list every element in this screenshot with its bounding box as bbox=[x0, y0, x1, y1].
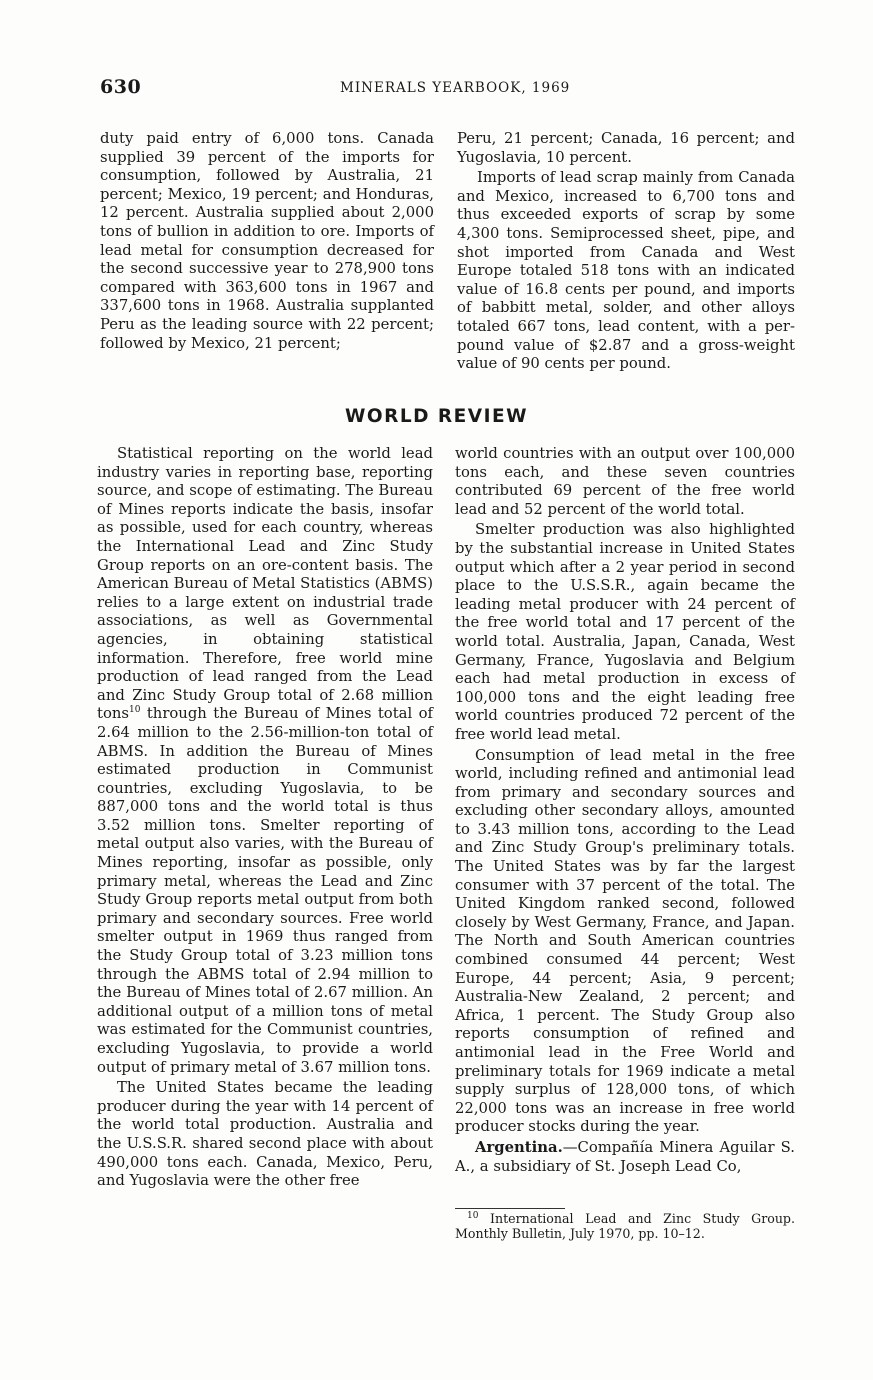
section-title: WORLD REVIEW bbox=[344, 406, 529, 427]
paragraph bbox=[455, 1139, 795, 1176]
paragraph: The United States became the leading producer during the year with 14 percent of the world total production. Australia and the U.S.S.R. shared second place with about 490,000 tons each. Canada, Mexico, Peru, and Yugoslavia were the other free bbox=[97, 1079, 433, 1190]
paragraph: Smelter production was also highlighted by the substantial increase in United States output which after a 2 year period in second place to the U.S.S.R., again became the leading metal producer with 24 percent of the free world total and 17 percent of the world total. Australia, Japan, Canada, West Germany, France, Yugoslavia and Belgium each had metal production in excess of 100,000 tons and the eight leading free world countries produced 72 percent of the free world lead metal. bbox=[455, 521, 795, 743]
running-head: MINERALS YEARBOOK, 1969 bbox=[340, 80, 571, 96]
country-heading: Argentina. bbox=[475, 1138, 563, 1156]
paragraph bbox=[97, 445, 433, 1077]
page-header bbox=[100, 76, 800, 102]
paragraph: Peru, 21 percent; Canada, 16 percent; and Yugoslavia, 10 percent. bbox=[457, 130, 795, 166]
bottom-right-column bbox=[455, 445, 795, 1176]
paragraph: Consumption of lead metal in the free world, including refined and antimonial lead from primary and secondary sources and excluding other secondary alloys, amounted to 3.43 million tons, according to the Lead and Zinc Study Group's preliminary totals. The United States was by far the largest consumer with 37 percent of the total. The United Kingdom ranked second, followed closely by West Germany, France, and Japan. The North and South American countries combined consumed 44 percent; West Europe, 44 percent; Asia, 9 percent; Australia-New Zealand, 2 percent; and Africa, 1 percent. The Study Group also reports consumption of refined and antimonial lead in the Free World and preliminary totals for 1969 indicate a metal supply surplus of 128,000 tons, of which 22,000 tons was an increase in free world producer stocks during the year. bbox=[455, 746, 795, 1136]
bottom-left-column bbox=[97, 445, 433, 1191]
top-left-column bbox=[100, 130, 434, 353]
footnote bbox=[455, 1212, 795, 1241]
paragraph: duty paid entry of 6,000 tons. Canada supplied 39 percent of the imports for consumption, followed by Australia, 21 percent; Mexico, 19 percent; and Honduras, 12 percent. Australia supplied about 2,000 tons of bullion in addition to ore. Imports of lead metal for consumption decreased for the second successive year to 278,900 tons compared with 363,600 tons in 1967 and 337,600 tons in 1968. Australia supplanted Peru as the leading source with 22 percent; followed by Mexico, 21 percent; bbox=[100, 130, 434, 352]
page-number: 630 bbox=[100, 76, 142, 98]
paragraph-text: Statistical reporting on the world lead industry varies in reporting base, reporting source, and scope of estimating. The Bureau of Mines reports indicate the basis, insofar as possible, used for each country, whereas the International Lead and Zinc Study Group reports on an ore-content basis. The American Bureau of Metal Statistics (ABMS) relies to a large extent on industrial trade associations, as well as Governmental agencies, in obtaining statistical information. Therefore, free world mine production of lead ranged from the Lead and Zinc Study Group total of 2.68 million tons bbox=[97, 445, 433, 723]
top-right-column bbox=[457, 130, 795, 374]
footnote-number: 10 bbox=[467, 1210, 479, 1221]
paragraph: world countries with an output over 100,000 tons each, and these seven countries contributed 69 percent of the free world lead and 52 percent of the world total. bbox=[455, 445, 795, 518]
footnote-reference: 10 bbox=[128, 705, 141, 716]
footnote-divider bbox=[455, 1208, 565, 1209]
paragraph-text: —Compañía Minera Aguilar S. A., a subsidiary of St. Joseph Lead Co, bbox=[455, 1138, 795, 1175]
paragraph: Imports of lead scrap mainly from Canada and Mexico, increased to 6,700 tons and thus exceeded exports of scrap by some 4,300 tons. Semiprocessed sheet, pipe, and shot imported from Canada and West Europe totaled 518 tons with an indicated value of 16.8 cents per pound, and imports of babbitt metal, solder, and other alloys totaled 667 tons, lead content, with a per-pound value of $2.87 and a gross-weight value of 90 cents per pound. bbox=[457, 169, 795, 373]
footnote-line bbox=[455, 1212, 795, 1241]
paragraph-text: through the Bureau of Mines total of 2.64 million to the 2.56-million-ton total of ABMS. In addition the Bureau of Mines estimated production in Communist countries, excluding Yugoslavia, to be 887,000 tons and the world total is thus 3.52 million tons. Smelter reporting of metal output also varies, with the Bureau of Mines reporting, insofar as possible, only primary metal, whereas the Lead and Zinc Study Group reports metal output from both primary and secondary sources. Free world smelter output in 1969 thus ranged from the Study Group total of 3.23 million tons through the ABMS total of 2.94 million to the Bureau of Mines total of 2.67 million. An additional output of a million tons of metal was estimated for the Communist countries, excluding Yugoslavia, to provide a world output of primary metal of 3.67 million tons. bbox=[97, 705, 433, 1076]
footnote-text: International Lead and Zinc Study Group. Monthly Bulletin, July 1970, pp. 10–12. bbox=[455, 1211, 795, 1241]
